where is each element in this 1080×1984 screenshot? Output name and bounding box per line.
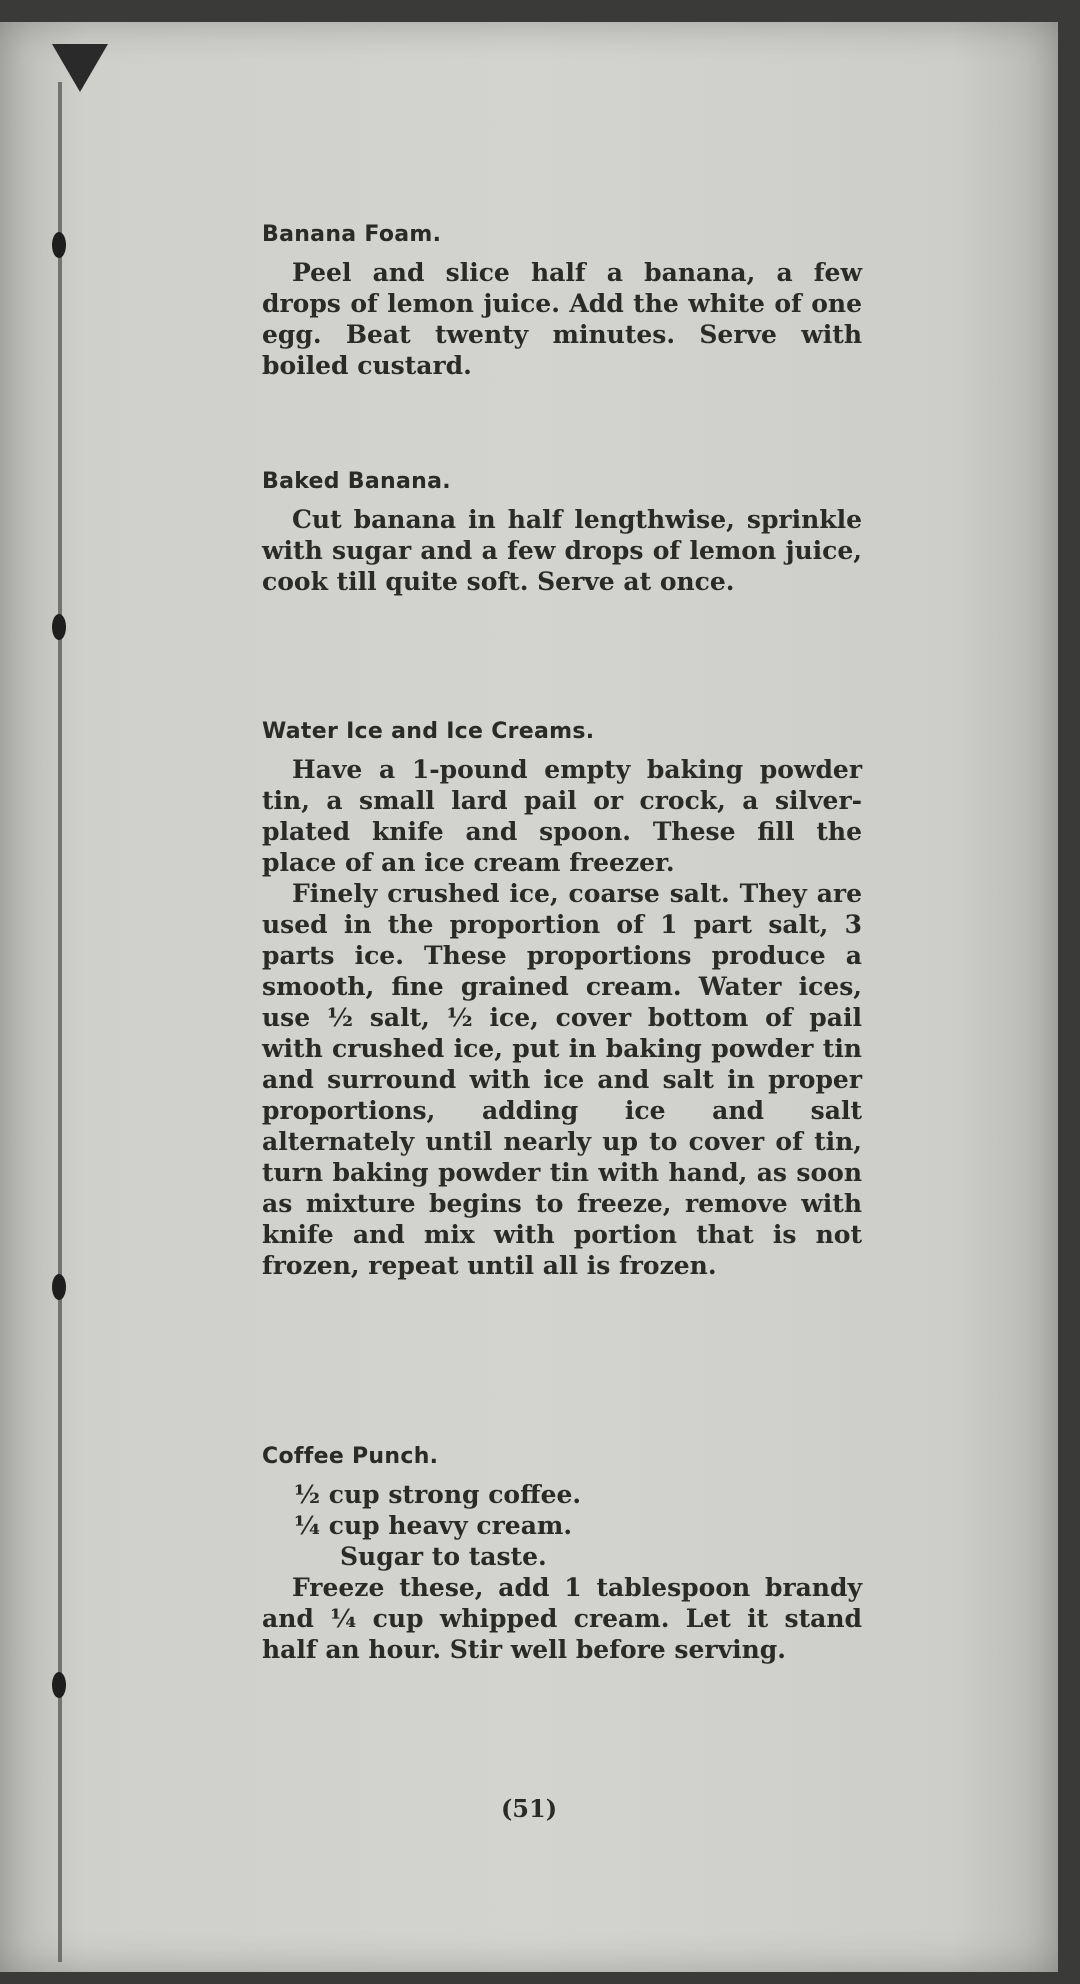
recipe-text: Have a 1-pound empty baking powder tin, a small lard pail or crock, a silver-plated knife and spoon. These fill the place of an ice cream freezer. — [262, 755, 862, 877]
recipe-coffee-punch — [262, 1444, 862, 1665]
recipe-text: Peel and slice half a banana, a few drops of lemon juice. Add the white of one egg. Beat twenty minutes. Serve with boiled custard. — [262, 258, 862, 380]
binding-stitch — [52, 1672, 66, 1698]
ingredient-line: Sugar to taste. — [340, 1542, 547, 1571]
recipe-text: Freeze these, add 1 tablespoon brandy and ¼ cup whipped cream. Let it stand half an hour. Stir well before serving. — [262, 1573, 862, 1664]
binding-stitch — [52, 1274, 66, 1300]
recipe-banana-foam — [262, 222, 862, 381]
recipe-water-ice — [262, 719, 862, 1281]
recipe-title: Water Ice and Ice Creams. — [262, 719, 595, 744]
recipe-text: Finely crushed ice, coarse salt. They are used in the proportion of 1 part salt, 3 parts ice. These proportions produce a smooth, fine grained cream. Water ices, use ½ salt, ½ ice, cover bottom of pail with crushed ice, put in baking powder tin and surround with ice and salt in proper proportions, adding ice and salt alternately until nearly up to cover of tin, turn baking powder tin with hand, as soon as mixture begins to freeze, remove with knife and mix with portion that is not frozen, repeat until all is frozen. — [262, 879, 862, 1280]
recipe-title: Baked Banana. — [262, 469, 451, 494]
recipe-baked-banana — [262, 469, 862, 597]
book-page — [0, 22, 1058, 1972]
binding-stitch — [52, 232, 66, 258]
binding-stitch — [52, 614, 66, 640]
recipe-title: Banana Foam. — [262, 222, 442, 247]
page-number: (51) — [500, 1794, 558, 1823]
recipe-text: Cut banana in half lengthwise, sprinkle with sugar and a few drops of lemon juice, cook till quite soft. Serve at once. — [262, 505, 862, 596]
recipe-title: Coffee Punch. — [262, 1444, 439, 1469]
ingredient-line: ½ cup strong coffee. — [294, 1480, 582, 1509]
ingredient-line: ¼ cup heavy cream. — [294, 1511, 573, 1540]
